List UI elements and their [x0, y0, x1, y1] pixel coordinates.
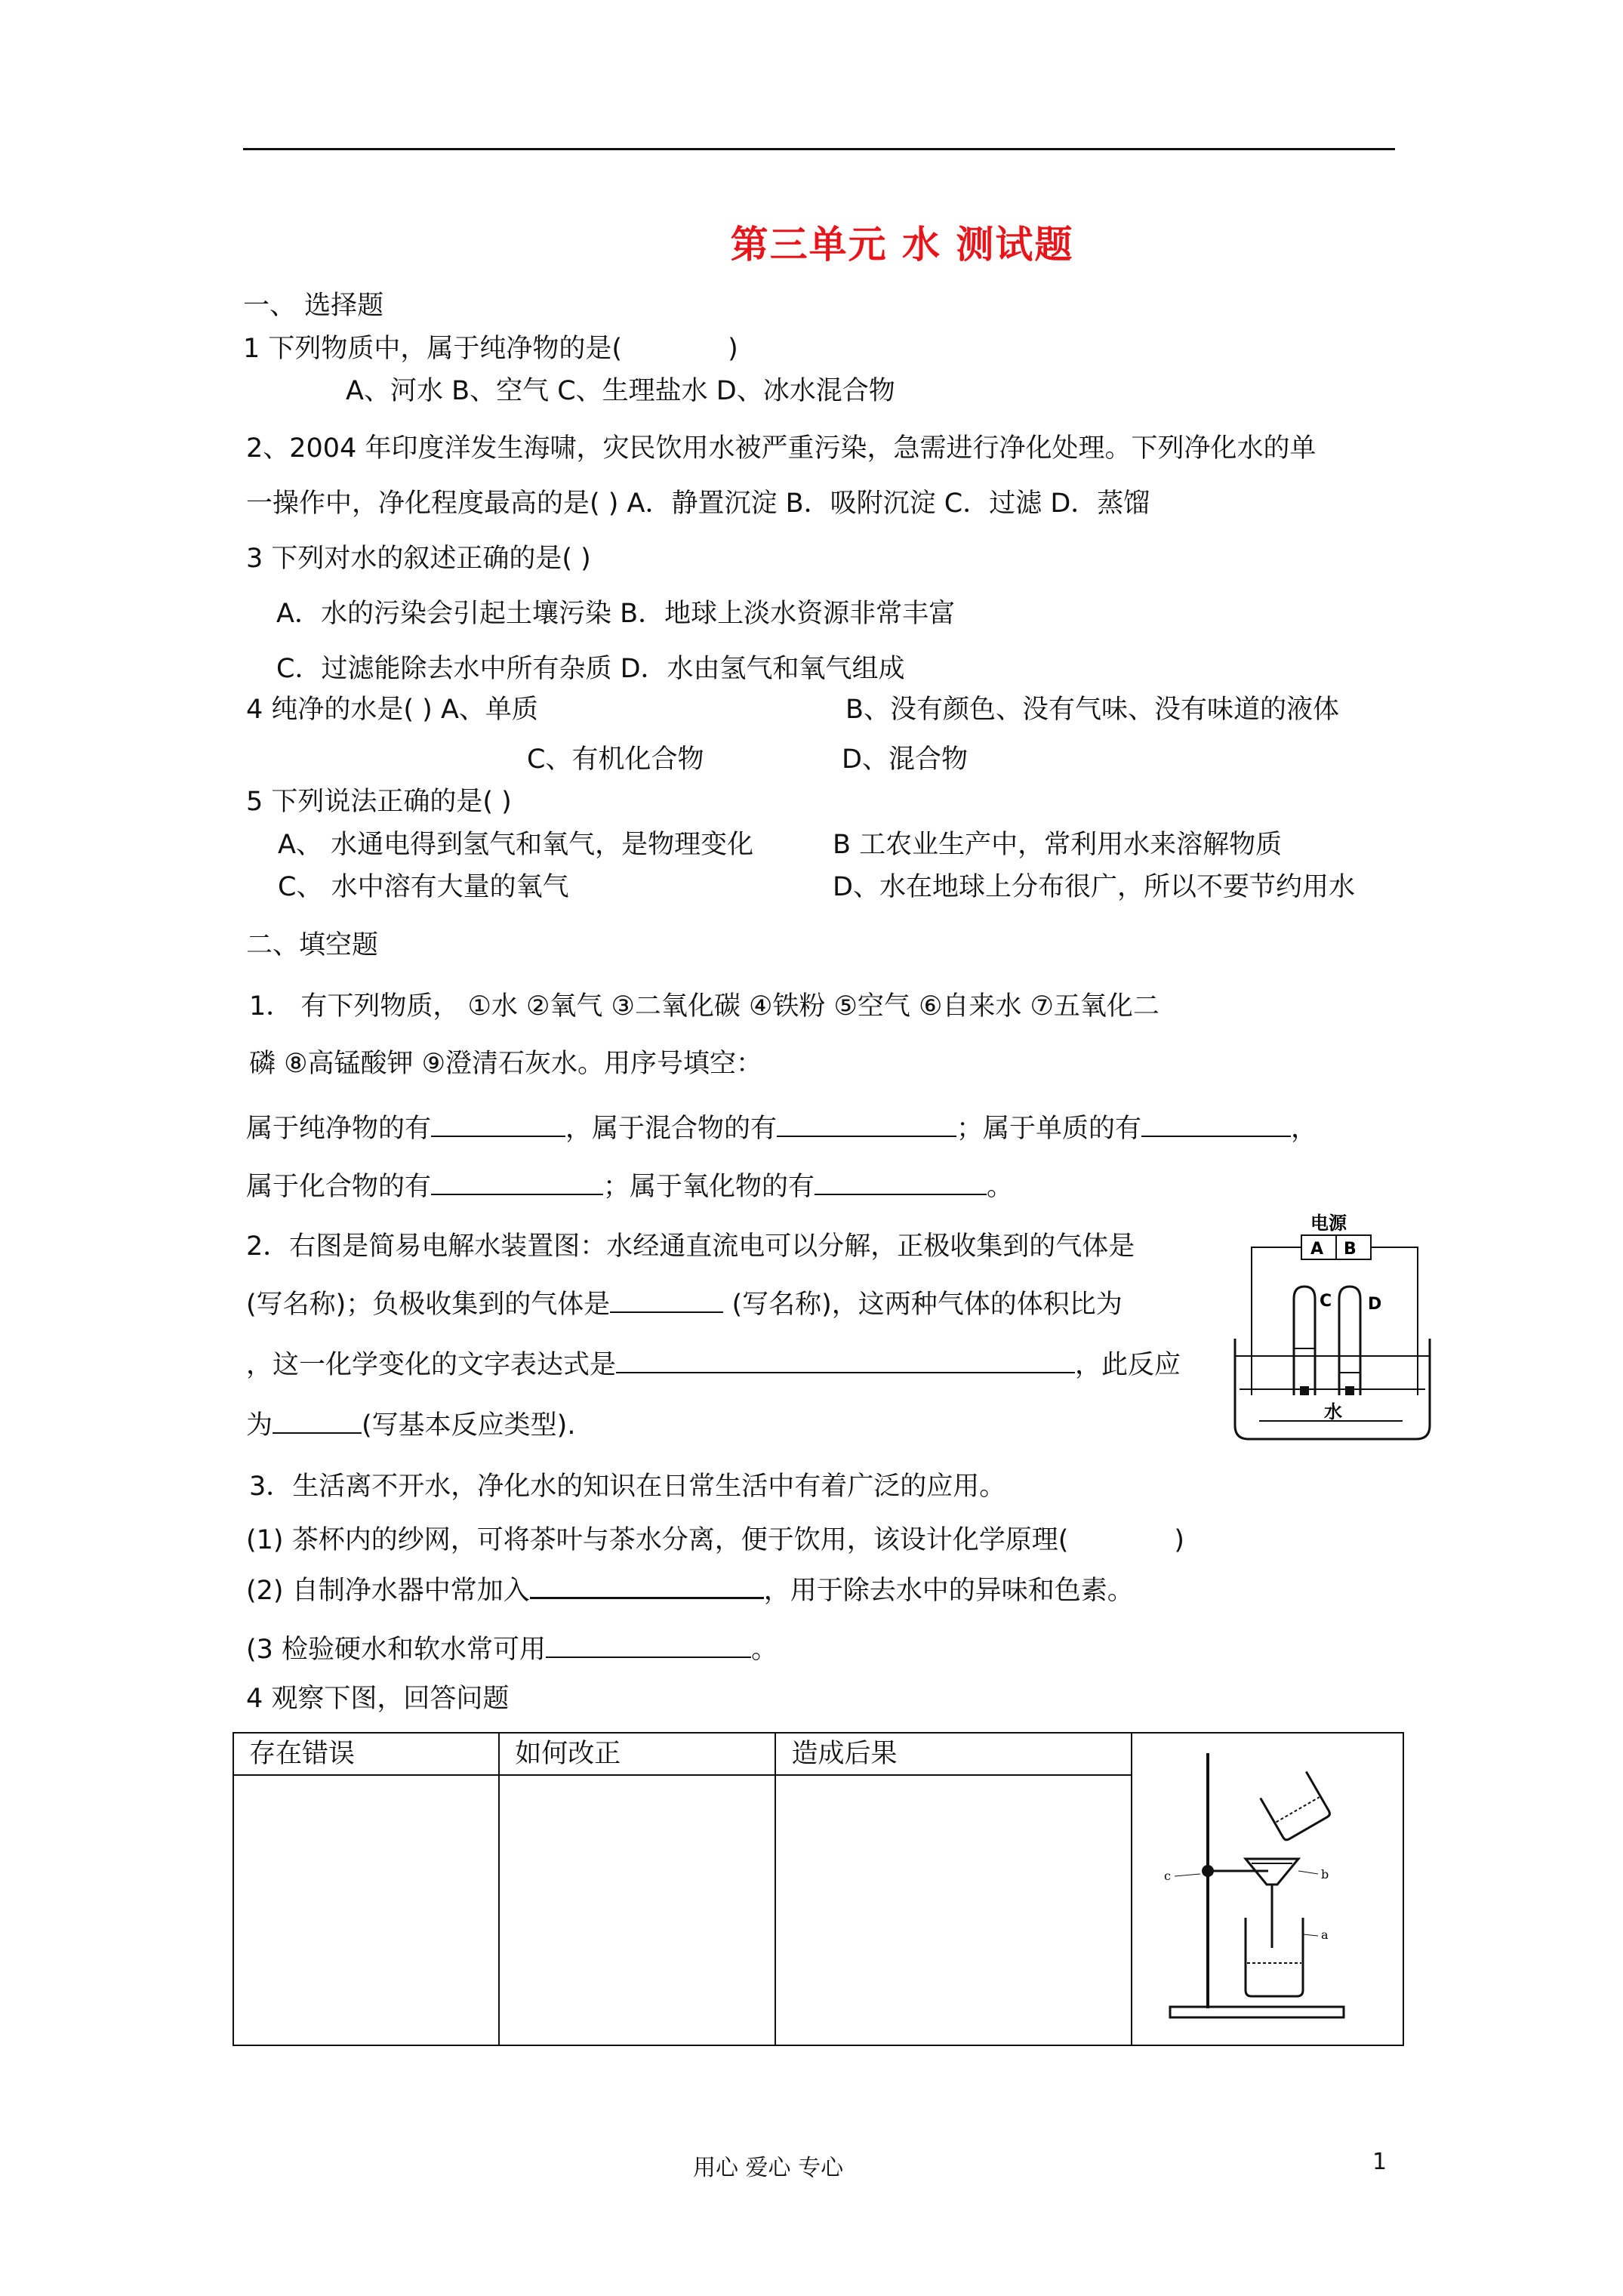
q2-line1: 2、2004 年印度洋发生海啸，灾民饮用水被严重污染，急需进行净化处理。下列净化水的单: [246, 433, 1317, 464]
q5-option-c: C、 水中溶有大量的氧气: [278, 872, 569, 902]
q3-stem: 3 下列对水的叙述正确的是( ): [246, 544, 591, 574]
q4-option-b: B、没有颜色、没有气味、没有味道的液体: [845, 695, 1340, 725]
answer-blank-element[interactable]: [1141, 1113, 1291, 1137]
tube-c-label: C: [1320, 1292, 1332, 1311]
page-number: 1: [1372, 2149, 1387, 2175]
header-rule: [243, 148, 1395, 150]
answer-cell-consequence[interactable]: [775, 1775, 1132, 2045]
q5-option-b: B 工农业生产中，常利用水来溶解物质: [833, 830, 1283, 860]
beaker: [1246, 1918, 1303, 1996]
electrode-b-label: B: [1344, 1240, 1357, 1259]
q4-option-c: C、有机化合物: [527, 744, 704, 775]
table-header-consequence: 造成后果: [775, 1733, 1132, 1775]
electrolysis-apparatus-diagram: [1229, 1207, 1434, 1444]
filtration-apparatus-diagram: [1147, 1737, 1389, 2039]
f3-sub1: (1) 茶杯内的纱网，可将茶叶与茶水分离，便于饮用，该设计化学原理( ): [246, 1525, 1185, 1555]
f2-line1: 2．右图是简易电解水装置图：水经通直流电可以分解，正极收集到的气体是: [246, 1231, 1135, 1262]
q2-line2: 一操作中，净化程度最高的是( ) A．静置沉淀 B．吸附沉淀 C．过滤 D．蒸馏: [246, 488, 1150, 519]
label-b: b: [1321, 1867, 1329, 1881]
f3-sub3: (3 检验硬水和软水常可用 。: [246, 1635, 778, 1665]
f1-line2: 磷 ⑧高锰酸钾 ⑨澄清石灰水。用序号填空：: [249, 1049, 763, 1079]
q5-option-d: D、水在地球上分布很广，所以不要节约用水: [833, 872, 1355, 902]
section-heading-choice: 一、 选择题: [243, 291, 384, 321]
f1-line3: 属于纯净物的有 ，属于混合物的有 ；属于单质的有 ，: [246, 1114, 1318, 1144]
power-label: 电源: [1310, 1213, 1347, 1234]
footer-motto: 用心 爱心 专心: [693, 2155, 844, 2181]
f1-line1: 1． 有下列物质， ①水 ②氧气 ③二氧化碳 ④铁粉 ⑤空气 ⑥自来水 ⑦五氧化二: [249, 991, 1160, 1022]
answer-blank-mixture[interactable]: [777, 1113, 956, 1137]
answer-blank-oxide[interactable]: [815, 1171, 987, 1195]
answer-blank-reaction-type[interactable]: [273, 1410, 362, 1434]
answer-blank-equation[interactable]: [616, 1349, 1075, 1373]
answer-blank-hard-water-test[interactable]: [546, 1634, 751, 1658]
water-label: 水: [1324, 1401, 1342, 1422]
q3-options-cd: C．过滤能除去水中所有杂质 D．水由氢气和氧气组成: [276, 654, 905, 684]
f2-line4: 为 (写基本反应类型).: [246, 1410, 576, 1441]
test-tube-d: [1339, 1287, 1360, 1395]
f3-sub2: (2) 自制净水器中常加入 ，用于除去水中的异味和色素。: [246, 1576, 1134, 1606]
label-c: c: [1164, 1869, 1171, 1883]
q1-stem: 1 下列物质中，属于纯净物的是( ): [243, 334, 738, 364]
answer-cell-error[interactable]: [233, 1775, 499, 2045]
pouring-beaker: [1261, 1772, 1332, 1841]
q5-stem: 5 下列说法正确的是( ): [246, 787, 512, 817]
tube-d-label: D: [1368, 1295, 1382, 1314]
q4-option-d: D、混合物: [842, 744, 968, 775]
f4-stem: 4 观察下图，回答问题: [246, 1684, 510, 1714]
q3-options-ab: A．水的污染会引起土壤污染 B．地球上淡水资源非常丰富: [276, 599, 956, 629]
answer-blank-adsorbent[interactable]: [530, 1574, 764, 1599]
q4-stem: 4 纯净的水是( ) A、单质: [246, 695, 538, 725]
answer-cell-fix[interactable]: [499, 1775, 775, 2045]
f3-line1: 3．生活离不开水，净化水的知识在日常生活中有着广泛的应用。: [249, 1472, 1006, 1502]
answer-blank-compound[interactable]: [431, 1171, 603, 1195]
f2-line3: ，这一化学变化的文字表达式是 ，此反应: [246, 1350, 1181, 1380]
f1-line4: 属于化合物的有 ；属于氧化物的有 。: [246, 1172, 1014, 1202]
f2-line2: (写名称)；负极收集到的气体是 (写名称)，这两种气体的体积比为: [246, 1290, 1123, 1320]
page-title: 第三单元 水 测试题: [730, 223, 1074, 267]
table-header-fix: 如何改正: [499, 1733, 775, 1775]
iron-stand-base: [1170, 2007, 1344, 2017]
answer-blank-negative-gas[interactable]: [610, 1289, 723, 1313]
table-header-error: 存在错误: [233, 1733, 499, 1775]
electrode-a-label: A: [1310, 1240, 1324, 1259]
q5-option-a: A、 水通电得到氢气和氧气，是物理变化: [278, 830, 754, 860]
section-heading-fill: 二、填空题: [246, 930, 379, 960]
test-tube-c: [1294, 1287, 1315, 1395]
q1-options: A、河水 B、空气 C、生理盐水 D、冰水混合物: [346, 376, 895, 406]
answer-blank-pure[interactable]: [431, 1113, 565, 1137]
label-a: a: [1321, 1928, 1329, 1942]
